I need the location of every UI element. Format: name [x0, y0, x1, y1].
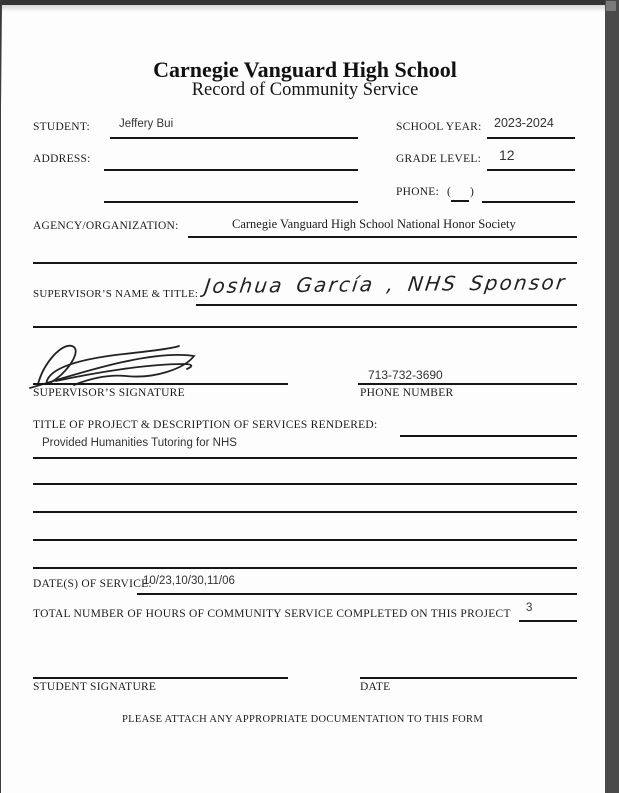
- project-label: TITLE OF PROJECT & DESCRIPTION OF SERVICES RENDERED:: [33, 419, 378, 431]
- page-top-shadow: [0, 5, 605, 12]
- total-hours-line: [519, 620, 577, 622]
- separator-line-1: [33, 262, 577, 264]
- phone-paren-close: ): [470, 186, 475, 198]
- address-line-1: [104, 169, 358, 171]
- description-line-5: [33, 567, 577, 569]
- student-value: Jeffery Bui: [119, 118, 174, 130]
- grade-level-label: GRADE LEVEL:: [396, 153, 482, 165]
- phone-area-code-blank: [451, 200, 469, 202]
- separator-line-2: [33, 326, 577, 328]
- address-label: ADDRESS:: [33, 153, 91, 165]
- attach-documentation-note: PLEASE ATTACH ANY APPROPRIATE DOCUMENTATION TO THIS FORM: [122, 714, 483, 725]
- supervisor-signature-label: SUPERVISOR’S SIGNATURE: [33, 387, 185, 399]
- total-hours-value: 3: [526, 602, 533, 614]
- student-signature-label: STUDENT SIGNATURE: [33, 681, 157, 693]
- form-subtitle: Record of Community Service: [191, 80, 419, 100]
- agency-value: Carnegie Vanguard High School National Honor Society: [232, 217, 516, 231]
- viewer-left-edge: [0, 0, 2, 108]
- phone-line: [482, 201, 575, 203]
- supervisor-phone-label: PHONE NUMBER: [360, 387, 454, 399]
- supervisor-name-title-label: SUPERVISOR’S NAME & TITLE:: [33, 288, 199, 300]
- supervisor-phone-line: [358, 383, 577, 385]
- supervisor-phone-value: 713-732-3690: [368, 368, 443, 382]
- viewer-scrollbar-thumb[interactable]: [606, 1, 616, 11]
- phone-label: PHONE:: [396, 186, 440, 198]
- agency-line: [188, 236, 577, 238]
- project-title-line: [400, 435, 577, 437]
- dates-of-service-value: 10/23,10/30,11/06: [143, 575, 235, 587]
- description-line-1: [33, 457, 577, 459]
- agency-label: AGENCY/ORGANIZATION:: [33, 220, 179, 232]
- supervisor-signature-line: [33, 383, 288, 385]
- school-year-line: [487, 137, 575, 139]
- date-line: [360, 677, 577, 679]
- dates-of-service-line: [137, 593, 577, 595]
- description-line-2: [33, 483, 577, 485]
- description-line-4: [33, 539, 577, 541]
- phone-paren-open: (: [447, 186, 452, 198]
- supervisor-name-title-line: [196, 304, 577, 306]
- project-description-value: Provided Humanities Tutoring for NHS: [42, 437, 237, 449]
- grade-level-line: [487, 169, 575, 171]
- student-signature-line: [33, 677, 288, 679]
- date-label: DATE: [360, 681, 391, 693]
- student-label: STUDENT:: [33, 121, 91, 133]
- total-hours-label: TOTAL NUMBER OF HOURS OF COMMUNITY SERVICE COMPLETED ON THIS PROJECT: [33, 608, 511, 620]
- dates-of-service-label: DATE(S) OF SERVICE:: [33, 578, 152, 590]
- school-year-value: 2023-2024: [494, 116, 554, 130]
- address-line-2: [104, 201, 358, 203]
- student-line: [110, 137, 358, 139]
- form-title: Carnegie Vanguard High School: [153, 57, 457, 82]
- supervisor-name-title-handwritten-value: Joshua García , NHS Sponsor: [203, 270, 569, 298]
- school-year-label: SCHOOL YEAR:: [396, 121, 482, 133]
- grade-level-value: 12: [499, 147, 515, 163]
- viewer-scrollbar-track[interactable]: [605, 0, 619, 793]
- description-line-3: [33, 511, 577, 513]
